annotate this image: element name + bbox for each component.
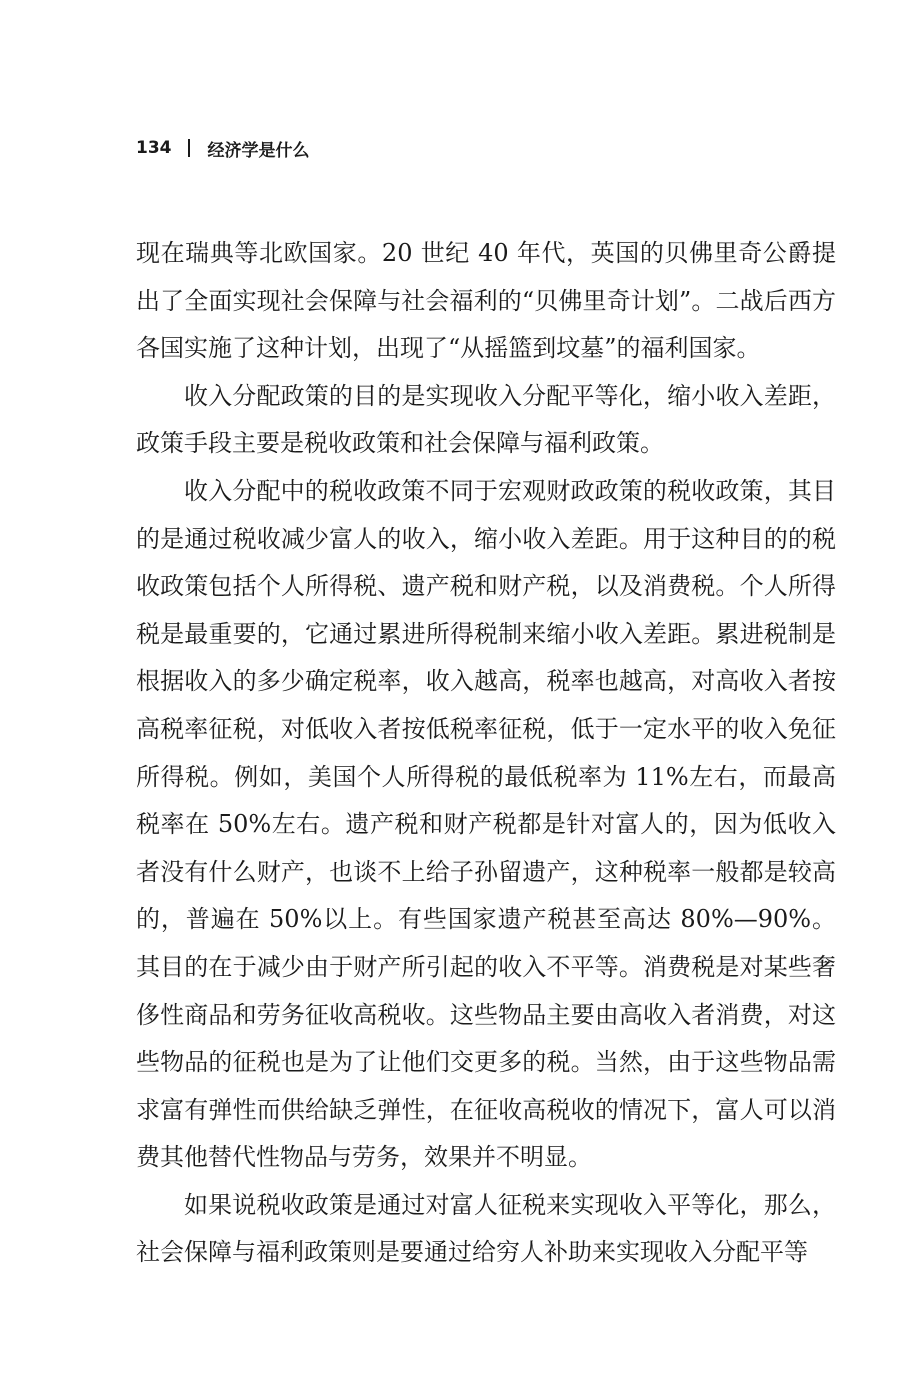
running-header xyxy=(136,134,310,162)
page-body xyxy=(136,230,836,1277)
paragraph-welfare-policy: 如果说税收政策是通过对富人征税来实现收入平等化，那么，社会保障与福利政策则是要通过给穷人补助来实现收入分配平等 xyxy=(136,1190,836,1267)
page-number: 134 xyxy=(136,138,172,158)
book-title: 经济学是什么 xyxy=(207,140,310,161)
header-divider xyxy=(188,139,190,157)
paragraph-policy-goal: 收入分配政策的目的是实现收入分配平等化，缩小收入差距，政策手段主要是税收政策和社会保障与福利政策。 xyxy=(136,381,836,458)
paragraph-continued: 现在瑞典等北欧国家。20 世纪 40 年代，英国的贝佛里奇公爵提出了全面实现社会保障与社会福利的“贝佛里奇计划”。二战后西方各国实施了这种计划，出现了“从摇篮到坟墓”的福利国家。 xyxy=(136,239,836,363)
paragraph-tax-policy: 收入分配中的税收政策不同于宏观财政政策的税收政策，其目的是通过税收减少富人的收入，缩小收入差距。用于这种目的的税收政策包括个人所得税、遗产税和财产税，以及消费税。个人所得税是最重要的，它通过累进所得税制来缩小收入差距。累进税制是根据收入的多少确定税率，收入越高，税率也越高，对高收入者按高税率征税，对低收入者按低税率征税，低于一定水平的收入免征所得税。例如，美国个人所得税的最低税率为 11%左右，而最高税率在 50%左右。遗产税和财产税都是针对富人的，因为低收入者没有什么财产，也谈不上给子孙留遗产，这种税率一般都是较高的，普遍在 50%以上。有些国家遗产税甚至高达 80%—90%。其目的在于减少由于财产所引起的收入不平等。消费税是对某些奢侈性商品和劳务征收高税收。这些物品主要由高收入者消费，对这些物品的征税也是为了让他们交更多的税。当然，由于这些物品需求富有弹性而供给缺乏弹性，在征收高税收的情况下，富人可以消费其他替代性物品与劳务，效果并不明显。 xyxy=(136,476,836,1172)
